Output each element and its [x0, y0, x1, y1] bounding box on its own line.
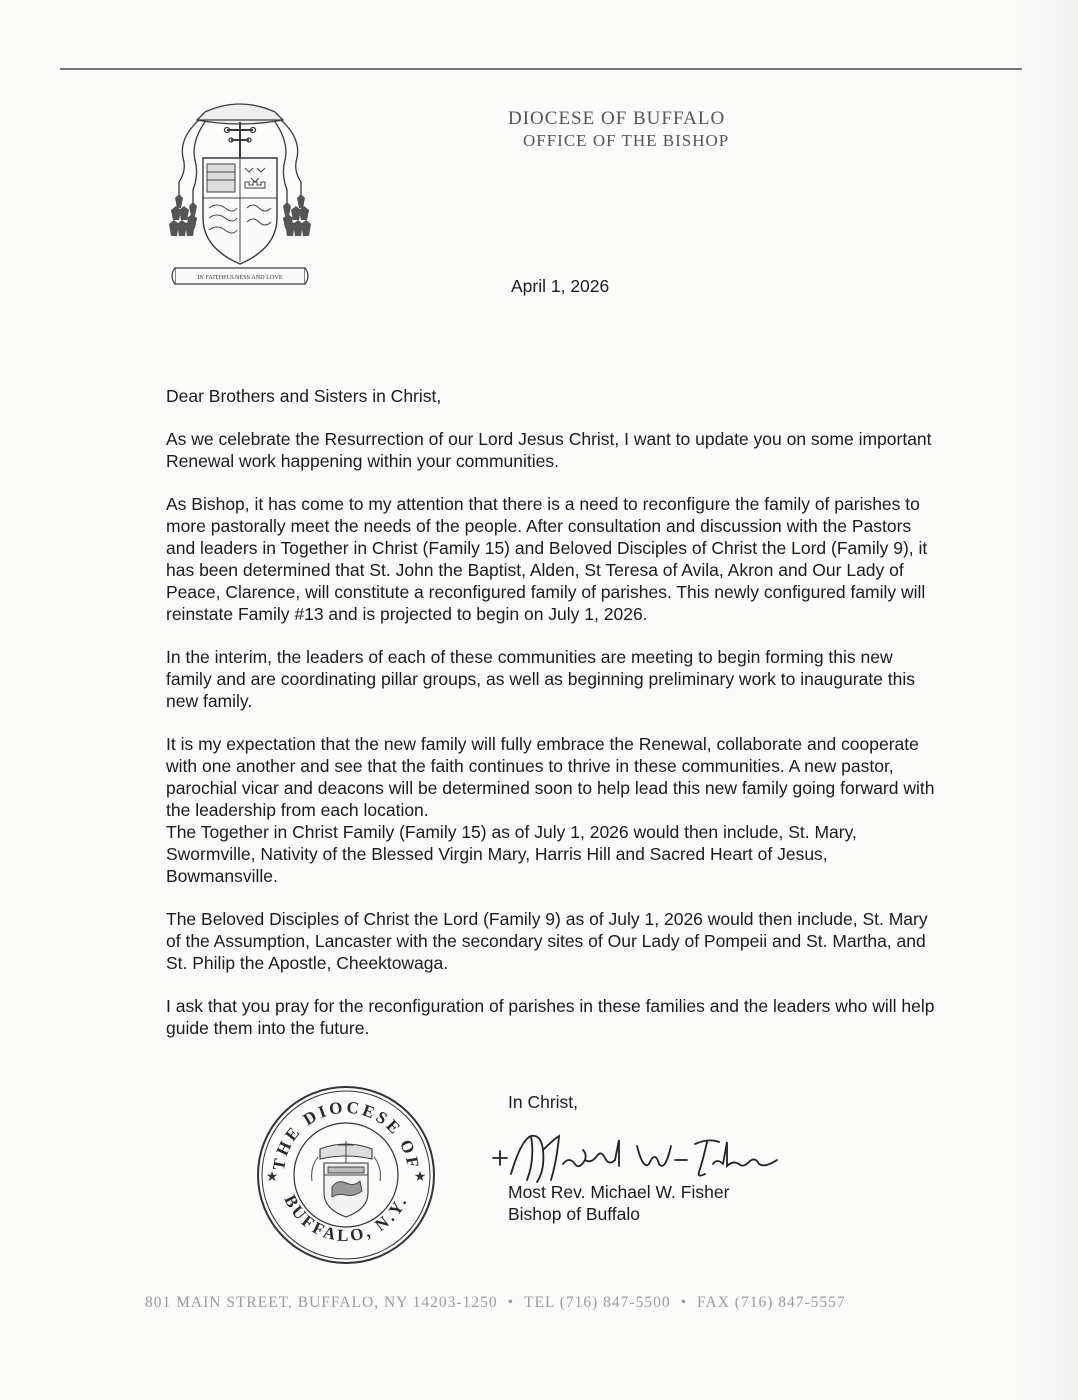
coat-of-arms-icon	[165, 98, 315, 296]
footer-fax: FAX (716) 847-5557	[697, 1294, 846, 1311]
paragraph: In the interim, the leaders of each of these communities are meeting to begin forming this new family and are coordinating pillar groups, as well as beginning preliminary work to inaugurate this new family.	[166, 647, 916, 711]
letter-body	[166, 385, 936, 1060]
svg-text:★: ★	[265, 1168, 279, 1184]
closing: In Christ,	[508, 1092, 579, 1112]
crest-motto: IN FAITHFULNESS AND LOVE	[197, 274, 283, 281]
signer-block	[508, 1181, 729, 1225]
signer-name: Most Rev. Michael W. Fisher	[508, 1182, 730, 1202]
letter-date: April 1, 2026	[511, 276, 610, 296]
signer-title: Bishop of Buffalo	[508, 1204, 640, 1224]
scan-shading	[1018, 0, 1078, 1400]
paragraph: It is my expectation that the new family will fully embrace the Renewal, collaborate and cooperate with one another and see that the faith continues to thrive in these communities. A new pastor, parochial vicar and deacons will be determined soon to help lead this new family going forward with the leadership from each location.	[166, 734, 935, 820]
paragraph: As Bishop, it has come to my attention that there is a need to reconfigure the family of parishes to more pastorally meet the needs of the people. After consultation and discussion with the Pastors and leaders in Together in Christ (Family 15) and Beloved Disciples of Christ the Lord (Family 9), it has been determined that St. John the Baptist, Alden, St Teresa of Avila, Akron and Our Lady of Peace, Clarence, will constitute a reconfigured family of parishes. This newly configured family will reinstate Family #13 and is projected to begin on July 1, 2026.	[166, 494, 928, 624]
paragraph: As we celebrate the Resurrection of our Lord Jesus Christ, I want to update you on some important Renewal work happening within your communities.	[166, 429, 932, 471]
seal-bottom-text: BUFFALO, N.Y.	[280, 1191, 412, 1246]
letterhead	[508, 108, 729, 151]
separator-dot-icon: •	[507, 1294, 515, 1311]
footer-address: 801 MAIN STREET, BUFFALO, NY 14203-1250	[145, 1294, 498, 1311]
separator-dot-icon: •	[680, 1294, 688, 1311]
office-name: OFFICE OF THE BISHOP	[523, 131, 730, 150]
footer-phone: TEL (716) 847-5500	[524, 1294, 671, 1311]
top-rule	[60, 68, 1022, 70]
paragraph: The Beloved Disciples of Christ the Lord (Family 9) as of July 1, 2026 would then include, St. Mary of the Assumption, Lancaster with the secondary sites of Our Lady of Pompeii and St. Martha, and St. Philip the Apostle, Cheektowaga.	[166, 909, 928, 973]
diocese-name: DIOCESE OF BUFFALO	[508, 108, 726, 129]
paragraph: The Together in Christ Family (Family 15) as of July 1, 2026 would then include, St. Mary, Swormville, Nativity of the Blessed Virgin Mary, Harris Hill and Sacred Heart of Jesus, Bowmansville.	[166, 822, 857, 886]
salutation: Dear Brothers and Sisters in Christ,	[166, 386, 442, 406]
paragraph: I ask that you pray for the reconfiguration of parishes in these families and the leaders who will help guide them into the future.	[166, 996, 935, 1038]
letterhead-footer	[145, 1294, 846, 1312]
svg-text:★: ★	[413, 1168, 427, 1184]
diocese-seal-icon	[254, 1083, 438, 1267]
seal-top-text: THE DIOCESE OF	[268, 1097, 424, 1172]
